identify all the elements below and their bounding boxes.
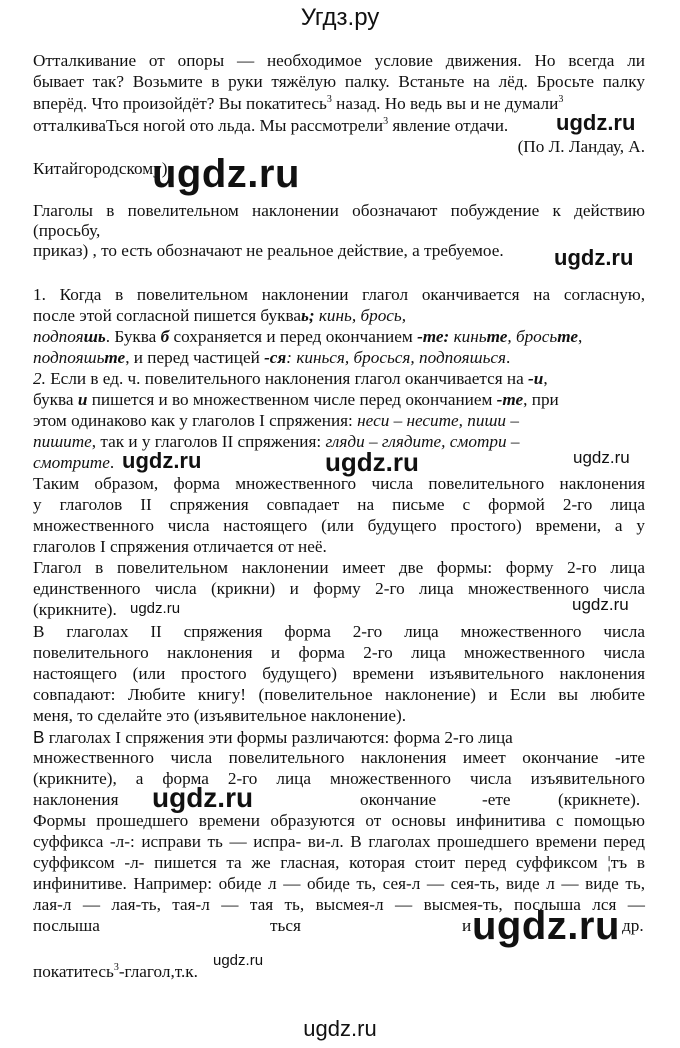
rule-line: буква и пишется и во множественном числе перед окончанием -те, при <box>33 390 559 409</box>
watermark: ugdz.ru <box>152 782 254 813</box>
text-word: -ете <box>482 790 511 809</box>
rule-line: смотрите. <box>33 453 115 472</box>
rule-line: подпояшь. Буква б сохраняется и перед окончанием -те: киньте, бросьте, <box>33 327 583 346</box>
rule-line: подпояшьте, и перед частицей -ся: кинься, бросься, подпояшься. <box>33 348 511 367</box>
text-line: совпадают: Любите книгу! (повелительное наклонение) и Если вы любите <box>33 685 645 704</box>
text-word: наклонения <box>33 790 119 809</box>
watermark: ugdz.ru <box>152 152 300 196</box>
text-line: меня, то сделайте это (изъявительное наклонение). <box>33 706 406 725</box>
text-line: отталкиваТься ногой ото льда. Мы рассмотрели$^3$ явление отдачи. <box>33 116 509 135</box>
watermark: ugdz.ru <box>130 600 181 617</box>
text-line: Формы прошедшего времени образуются от основы инфинитива с помощью <box>33 811 645 830</box>
text-line: Таким образом, форма множественного числа повелительного наклонения <box>33 474 645 493</box>
rule-line: 1. Когда в повелительном наклонении глагол оканчивается на согласную, <box>33 285 645 304</box>
site-title: Угдз.ру <box>300 4 380 31</box>
text-line: единственного числа (крикни) и форму 2-го лица множественного числа <box>33 579 645 598</box>
text-word: (крикнете). <box>558 790 641 809</box>
source-attribution: (По Л. Ландау, А. <box>517 137 645 156</box>
text-line: (крикните), а форма 2-го лица множественного числа изъявительного <box>33 769 645 788</box>
text-line: В глаголах II спряжения форма 2-го лица множественного числа <box>33 622 645 641</box>
source-attribution: Китайгородскому) <box>33 159 168 178</box>
text-line: Глагол в повелительном наклонении имеет две формы: форму 2-го лица <box>33 558 645 577</box>
watermark: ugdz.ru <box>554 245 634 270</box>
text-line: суффиксом -л- пишется та же гласная, которая стоит перед суффиксом ¦тъ в <box>33 853 645 872</box>
text-word: др. <box>622 916 644 935</box>
text-line: суффикса -л-: исправи ть — испра- ви-л. В глаголах прошедшего времени перед <box>33 832 645 851</box>
rule-line: 2. Если в ед. ч. повелительного наклонения глагол оканчивается на -и, <box>33 369 548 388</box>
text-line: настоящего (или простого будущего) времени изъявительного наклонения <box>33 664 645 683</box>
footnote: покатитесь$^3$-глагол,т.к. <box>33 962 198 981</box>
watermark: ugdz.ru <box>556 110 636 135</box>
text-line: В глаголах I спряжения эти формы различаются: форма 2-го лица <box>33 727 513 747</box>
text-word: окончание <box>360 790 437 809</box>
text-line: приказ) , то есть обозначают не реальное действие, а требуемое. <box>33 241 504 260</box>
text-line: Отталкивание от опоры — необходимое условие движения. Но всегда ли <box>33 51 645 70</box>
text-line: у глаголов II спряжения совпадает на письме с формой 2-го лица <box>33 495 645 514</box>
text-word: послыша <box>33 916 100 935</box>
watermark: ugdz.ru <box>325 447 419 477</box>
text-line: (просьбу, <box>33 221 101 240</box>
text-line: Глаголы в повелительном наклонении обозначают побуждение к действию <box>33 201 645 220</box>
text-word: ться <box>270 916 301 935</box>
rule-line: этом одинаково как у глаголов I спряжения: неси – несите, пиши – <box>33 411 519 430</box>
text-line: лая-л — лая-ть, тая-л — тая ть, высмея-л — высмея-ть, послыша лся — <box>33 895 645 914</box>
watermark: ugdz.ru <box>573 448 630 467</box>
watermark: ugdz.ru <box>303 1016 377 1041</box>
watermark: ugdz.ru <box>472 904 620 948</box>
watermark: ugdz.ru <box>572 595 629 614</box>
watermark: ugdz.ru <box>213 952 264 969</box>
text-word: и <box>462 916 472 935</box>
watermark: ugdz.ru <box>122 448 202 473</box>
rule-line: пишите, так и у глаголов II спряжения: гляди – глядите, смотри – <box>33 432 520 451</box>
rule-line: после этой согласной пишется букваь; кинь, брось, <box>33 306 407 325</box>
text-line: глаголов I спряжения отличается от неё. <box>33 537 327 556</box>
text-line: вперёд. Что произойдёт? Вы покатитесь$^3$ назад. Но ведь вы и не думали$^3$ <box>33 94 564 113</box>
text-line: множественного числа повелительного наклонения имеет окончание -ите <box>33 748 645 767</box>
text-line: бывает так? Возьмите в руки тяжёлую палку. Встаньте на лёд. Бросьте палку <box>33 72 645 91</box>
text-line: множественного числа настоящего (или будущего простого) времени, а у <box>33 516 645 535</box>
text-line: инфинитиве. Например: обиде л — обиде ть, сея-л — сея-ть, виде л — виде ть, <box>33 874 645 893</box>
text-line: (крикните). <box>33 600 117 619</box>
text-line: повелительного наклонения и форма 2-го лица множественного числа <box>33 643 645 662</box>
